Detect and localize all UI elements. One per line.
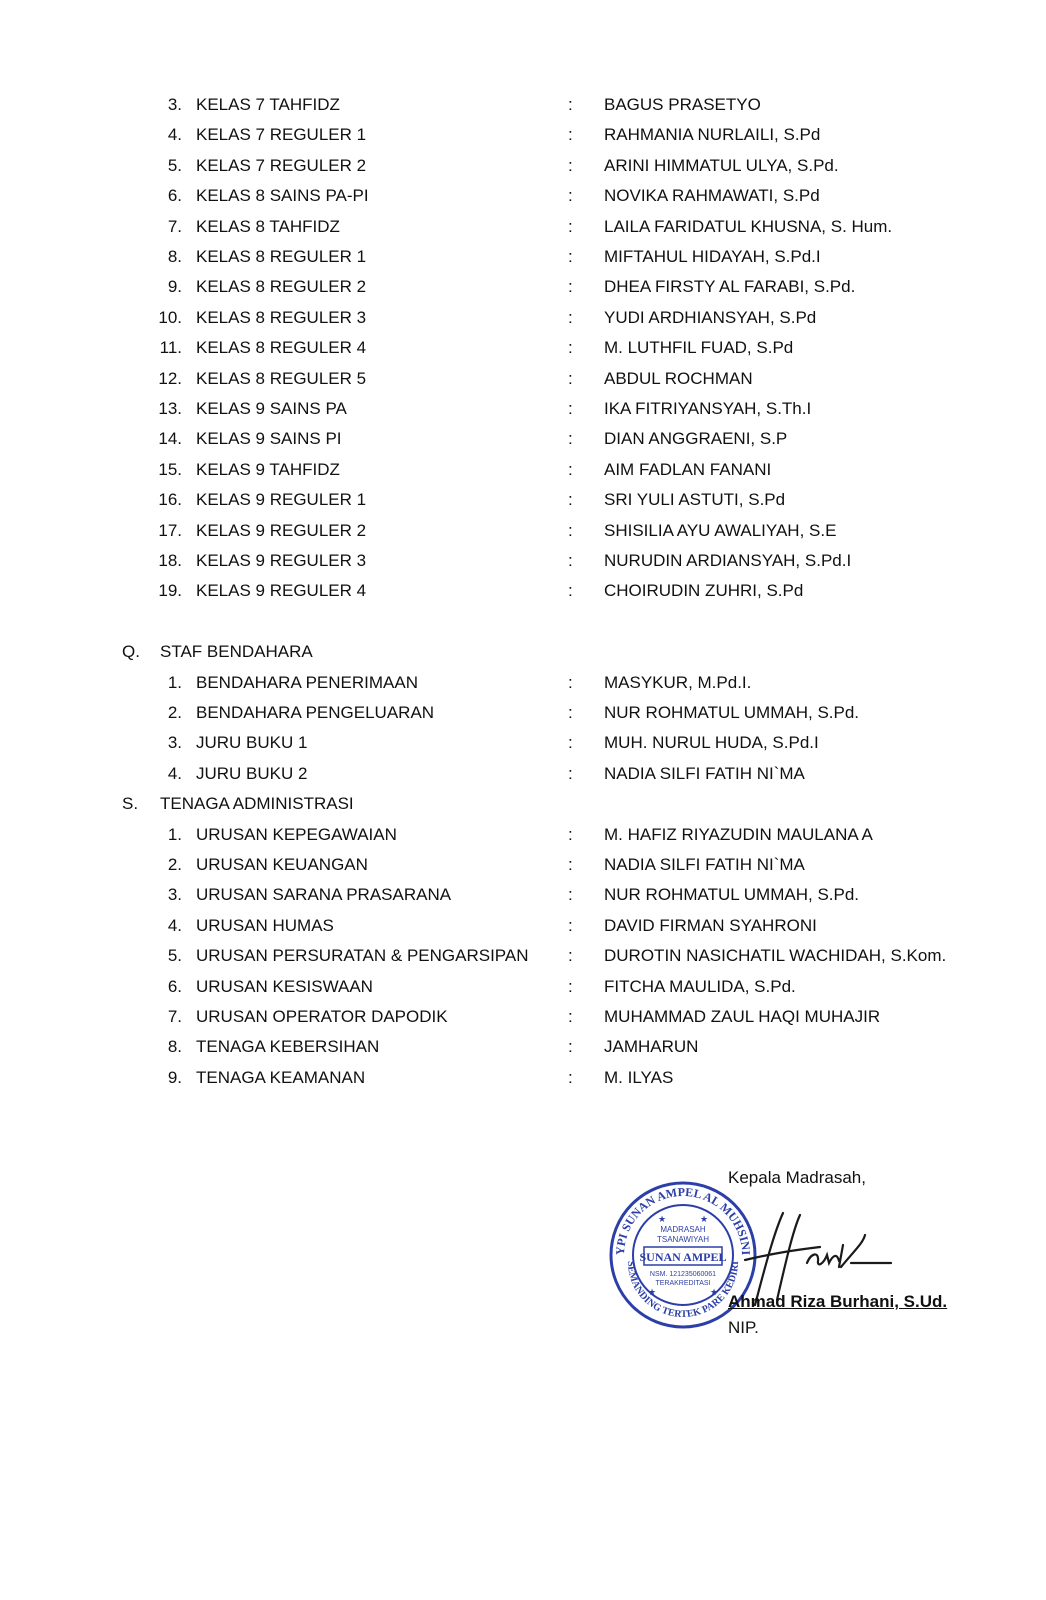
item-colon: :: [568, 277, 573, 297]
item-colon: :: [568, 976, 573, 996]
item-number: 8.: [167, 1037, 182, 1057]
item-value: NOVIKA RAHMAWATI, S.Pd: [604, 186, 820, 206]
item-value: MUH. NURUL HUDA, S.Pd.I: [604, 733, 819, 753]
item-value: FITCHA MAULIDA, S.Pd.: [604, 976, 796, 996]
item-number: 1.: [167, 672, 182, 692]
list-item: [0, 93, 1046, 117]
item-colon: :: [568, 672, 573, 692]
item-colon: :: [568, 399, 573, 418]
item-number: 17.: [158, 520, 182, 540]
list-item: [0, 701, 1046, 725]
section-header: [0, 792, 1046, 816]
list-item: [0, 123, 1046, 147]
list-item: [0, 823, 1046, 847]
list-item: [0, 184, 1046, 208]
item-value: MUHAMMAD ZAUL HAQI MUHAJIR: [604, 1007, 881, 1026]
item-number: 3.: [167, 95, 182, 114]
item-colon: :: [568, 1037, 573, 1057]
item-value: M. HAFIZ RIYAZUDIN MAULANA A: [604, 824, 873, 844]
item-colon: :: [568, 551, 573, 570]
item-value: NUR ROHMATUL UMMAH, S.Pd.: [604, 703, 860, 722]
item-number: 4.: [167, 915, 182, 935]
star-icon: ★: [710, 1287, 719, 1297]
item-colon: :: [568, 186, 573, 206]
list-item: [0, 1066, 1046, 1090]
item-number: 2.: [167, 703, 182, 722]
item-number: 1.: [167, 824, 182, 844]
section-title: TENAGA ADMINISTRASI: [160, 794, 354, 814]
item-value: DHEA FIRSTY AL FARABI, S.Pd.: [604, 277, 856, 297]
list-item: [0, 427, 1046, 451]
item-number: 11.: [159, 338, 182, 358]
item-value: SHISILIA AYU AWALIYAH, S.E: [604, 520, 837, 540]
item-value: DIAN ANGGRAENI, S.P: [604, 429, 788, 449]
item-number: 4.: [167, 763, 182, 783]
stamp-bottom-text: SEMANDING TERTEK PARE KEDIRI: [624, 1260, 742, 1321]
list-item: [0, 914, 1046, 938]
item-colon: :: [568, 581, 573, 601]
signatory-name: Ahmad Riza Burhani, S.Ud.: [728, 1292, 948, 1311]
list-item: [0, 975, 1046, 999]
item-value: MIFTAHUL HIDAYAH, S.Pd.I: [604, 247, 821, 266]
item-value: LAILA FARIDATUL KHUSNA, S. Hum.: [604, 216, 893, 236]
item-colon: :: [568, 1007, 573, 1026]
item-number: 3.: [167, 885, 182, 905]
item-label: TENAGA KEBERSIHAN: [196, 1037, 380, 1057]
item-label: KELAS 9 REGULER 4: [196, 581, 367, 601]
item-colon: :: [568, 824, 573, 844]
item-value: DAVID FIRMAN SYAHRONI: [604, 915, 817, 935]
list-item: [0, 306, 1046, 330]
stamp-inner-2: TSANAWIYAH: [656, 1235, 710, 1244]
item-value: IKA FITRIYANSYAH, S.Th.I: [604, 399, 812, 418]
item-label: KELAS 8 TAHFIDZ: [196, 216, 340, 236]
item-number: 3.: [167, 733, 182, 753]
item-colon: :: [568, 429, 573, 449]
item-label: KELAS 9 REGULER 3: [196, 551, 367, 570]
item-value: NADIA SILFI FATIH NI`MA: [604, 855, 805, 874]
item-label: KELAS 9 SAINS PA: [196, 399, 347, 418]
item-label: BENDAHARA PENERIMAAN: [196, 672, 418, 692]
star-icon: ★: [658, 1214, 667, 1224]
stamp-nsm: NSM. 121235060061: [649, 1271, 717, 1278]
list-item: [0, 458, 1046, 482]
item-label: KELAS 8 REGULER 3: [196, 307, 367, 327]
item-colon: :: [568, 95, 573, 114]
item-value: AIM FADLAN FANANI: [604, 459, 772, 479]
item-label: KELAS 9 REGULER 1: [196, 490, 367, 510]
list-item: [0, 154, 1046, 178]
item-value: CHOIRUDIN ZUHRI, S.Pd: [604, 581, 804, 601]
item-colon: :: [568, 368, 573, 388]
item-label: KELAS 9 TAHFIDZ: [196, 459, 340, 479]
list-item: [0, 397, 1046, 421]
section-letter: S.: [122, 794, 139, 814]
item-label: URUSAN OPERATOR DAPODIK: [196, 1007, 448, 1026]
item-value: YUDI ARDHIANSYAH, S.Pd: [604, 307, 817, 327]
item-label: KELAS 9 REGULER 2: [196, 520, 367, 540]
item-label: URUSAN KESISWAAN: [196, 976, 373, 996]
item-colon: :: [568, 247, 573, 266]
list-item: [0, 367, 1046, 391]
section-header: [0, 640, 1046, 664]
item-colon: :: [568, 338, 573, 358]
item-value: DUROTIN NASICHATIL WACHIDAH, S.Kom.: [604, 946, 947, 966]
list-item: [0, 488, 1046, 512]
list-item: [0, 336, 1046, 360]
item-colon: :: [568, 1067, 573, 1087]
list-item: [0, 1035, 1046, 1059]
item-number: 5.: [167, 946, 182, 966]
item-label: KELAS 8 REGULER 4: [196, 338, 367, 358]
item-label: KELAS 7 TAHFIDZ: [196, 95, 340, 114]
item-colon: :: [568, 307, 573, 327]
item-colon: :: [568, 763, 573, 783]
item-value: M. LUTHFIL FUAD, S.Pd: [604, 338, 794, 358]
item-value: MASYKUR, M.Pd.I.: [604, 672, 752, 692]
item-value: BAGUS PRASETYO: [604, 95, 761, 114]
item-value: M. ILYAS: [604, 1067, 674, 1087]
list-item: [0, 245, 1046, 269]
item-colon: :: [568, 946, 573, 966]
item-label: URUSAN HUMAS: [196, 915, 334, 935]
item-label: KELAS 8 REGULER 2: [196, 277, 367, 297]
item-colon: :: [568, 733, 573, 753]
item-label: BENDAHARA PENGELUARAN: [196, 703, 435, 722]
item-colon: :: [568, 459, 573, 479]
stamp-top-text: YPI SUNAN AMPEL AL MUHSINI: [612, 1184, 754, 1256]
list-item: [0, 853, 1046, 877]
item-label: KELAS 8 SAINS PA-PI: [196, 186, 369, 206]
item-colon: :: [568, 216, 573, 236]
item-label: URUSAN PERSURATAN & PENGARSIPAN: [196, 946, 529, 966]
item-number: 6.: [167, 976, 182, 996]
list-item: [0, 215, 1046, 239]
item-label: TENAGA KEAMANAN: [196, 1067, 366, 1087]
stamp-center: SUNAN AMPEL: [639, 1250, 727, 1264]
list-item: [0, 731, 1046, 755]
item-value: RAHMANIA NURLAILI, S.Pd: [604, 125, 821, 145]
list-item: [0, 549, 1046, 573]
item-number: 4.: [167, 125, 182, 145]
item-colon: :: [568, 855, 573, 874]
item-label: KELAS 9 SAINS PI: [196, 429, 342, 449]
item-label: URUSAN SARANA PRASARANA: [196, 885, 452, 905]
item-number: 2.: [167, 855, 182, 874]
item-colon: :: [568, 125, 573, 145]
item-number: 16.: [158, 490, 182, 510]
item-number: 9.: [167, 1067, 182, 1087]
section-letter: Q.: [122, 642, 140, 662]
item-number: 15.: [158, 459, 182, 479]
item-number: 19.: [158, 581, 182, 601]
item-label: KELAS 8 REGULER 5: [196, 368, 367, 388]
list-item: [0, 944, 1046, 968]
item-colon: :: [568, 155, 573, 175]
list-item: [0, 579, 1046, 603]
item-colon: :: [568, 520, 573, 540]
item-number: 7.: [167, 216, 182, 236]
stamp-inner-1: MADRASAH: [660, 1225, 706, 1234]
item-label: URUSAN KEPEGAWAIAN: [196, 824, 397, 844]
list-item: [0, 671, 1046, 695]
item-label: KELAS 7 REGULER 1: [196, 125, 367, 145]
item-number: 6.: [167, 186, 182, 206]
item-number: 14.: [158, 429, 182, 449]
item-colon: :: [568, 490, 573, 510]
item-number: 12.: [158, 368, 182, 388]
item-label: JURU BUKU 1: [196, 733, 308, 753]
list-item: [0, 275, 1046, 299]
item-label: URUSAN KEUANGAN: [196, 855, 368, 874]
item-label: KELAS 8 REGULER 1: [196, 247, 367, 266]
item-number: 10.: [158, 307, 182, 327]
star-icon: ★: [700, 1214, 709, 1224]
item-number: 18.: [158, 551, 182, 570]
item-number: 5.: [167, 155, 182, 175]
item-number: 7.: [167, 1007, 182, 1026]
item-colon: :: [568, 915, 573, 935]
star-icon: ★: [648, 1287, 657, 1297]
item-value: SRI YULI ASTUTI, S.Pd: [604, 490, 786, 510]
item-label: KELAS 7 REGULER 2: [196, 155, 367, 175]
item-value: NADIA SILFI FATIH NI`MA: [604, 763, 805, 783]
list-item: [0, 1005, 1046, 1029]
item-number: 8.: [167, 247, 182, 266]
item-value: JAMHARUN: [604, 1037, 699, 1057]
stamp-status: TERAKREDITASI: [655, 1280, 711, 1287]
list-item: [0, 883, 1046, 907]
list-item: [0, 762, 1046, 786]
list-item: [0, 519, 1046, 543]
item-value: NURUDIN ARDIANSYAH, S.Pd.I: [604, 551, 852, 570]
item-label: JURU BUKU 2: [196, 763, 308, 783]
item-colon: :: [568, 703, 573, 722]
item-number: 13.: [158, 399, 182, 418]
item-value: NUR ROHMATUL UMMAH, S.Pd.: [604, 885, 860, 905]
item-number: 9.: [167, 277, 182, 297]
item-value: ARINI HIMMATUL ULYA, S.Pd.: [604, 155, 839, 175]
item-value: ABDUL ROCHMAN: [604, 368, 753, 388]
signature-title: Kepala Madrasah,: [728, 1168, 866, 1187]
section-title: STAF BENDAHARA: [160, 642, 313, 662]
signatory-nip: NIP.: [728, 1318, 759, 1337]
item-colon: :: [568, 885, 573, 905]
